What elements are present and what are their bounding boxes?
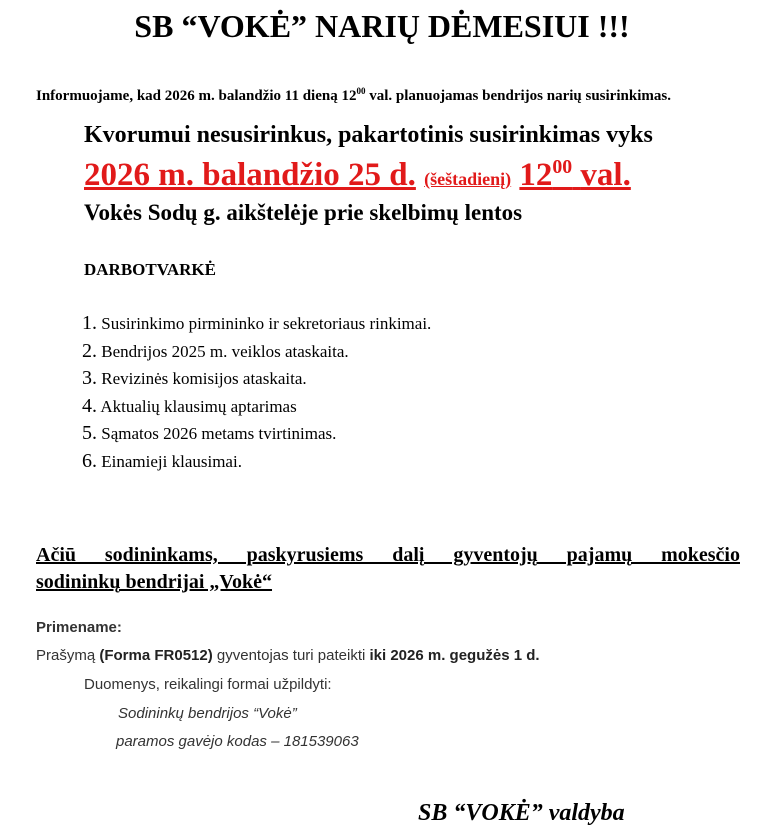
agenda-title: DARBOTVARKĖ	[84, 260, 216, 279]
reminder-organization: Sodininkų bendrijos “Vokė”	[118, 705, 297, 722]
reminder-deadline: iki 2026 m. gegužės 1 d.	[369, 647, 540, 664]
agenda-item	[82, 310, 431, 338]
thanks-heading	[36, 542, 740, 596]
repeat-place: Vokės Sodų g. aikštelėje prie skelbimų lentos	[84, 200, 523, 225]
agenda-list	[82, 310, 431, 475]
agenda-item-number: 1.	[82, 312, 97, 334]
agenda-item	[82, 420, 431, 448]
reminder-code: paramos gavėjo kodas – 181539063	[116, 733, 359, 750]
agenda-item	[82, 393, 431, 421]
agenda-item-number: 3.	[82, 367, 97, 389]
repeat-date-line	[84, 156, 631, 194]
reminder-request-middle: gyventojas turi pateikti	[212, 647, 370, 664]
reminder-request	[36, 647, 540, 664]
repeat-hour-unit: val.	[580, 157, 631, 193]
reminder-data-needed: Duomenys, reikalingi formai užpildyti:	[84, 676, 332, 693]
repeat-hour: 12	[519, 157, 553, 193]
agenda-item	[82, 338, 431, 366]
agenda-item-text: Aktualių klausimų aptarimas	[100, 396, 297, 416]
repeat-intro: Kvorumui nesusirinkus, pakartotinis susirinkimas vyks	[84, 122, 653, 148]
reminder-title: Primename:	[36, 619, 122, 636]
agenda-item-text: Sąmatos 2026 metams tvirtinimas.	[101, 424, 337, 443]
info-paragraph	[36, 82, 736, 105]
agenda-item	[82, 365, 431, 393]
agenda-item-number: 2.	[82, 339, 97, 362]
thanks-line-2: sodininkų bendrijai „Vokė“	[36, 571, 273, 593]
repeat-date: 2026 m. balandžio 25 d.	[84, 157, 416, 193]
page-title: SB “VOKĖ” NARIŲ DĖMESIUI !!!	[134, 8, 630, 44]
agenda-item	[82, 448, 431, 476]
repeat-weekday: (šeštadienį)	[424, 169, 512, 189]
agenda-item-number: 5.	[82, 422, 97, 444]
agenda-item-text: Bendrijos 2025 m. veiklos ataskaita.	[101, 341, 349, 361]
info-text-start: Informuojame, kad 2026 m. balandžio 11 dieną 12	[36, 88, 357, 104]
agenda-item-text: Einamieji klausimai.	[101, 451, 242, 471]
info-time-sup: 00	[356, 86, 366, 96]
reminder-request-start: Prašymą	[36, 647, 100, 664]
info-text-end: val. planuojamas bendrijos narių susirinkimas.	[365, 88, 671, 104]
agenda-item-text: Susirinkimo pirmininko ir sekretoriaus rinkimai.	[101, 314, 432, 333]
agenda-item-text: Revizinės komisijos ataskaita.	[101, 369, 307, 388]
repeat-hour-sup: 00	[552, 156, 573, 178]
signature: SB “VOKĖ” valdyba	[418, 800, 625, 826]
agenda-item-number: 4.	[82, 394, 97, 417]
repeat-hour-group	[519, 157, 630, 193]
thanks-line-1: Ačiū sodininkams, paskyrusiems dalį gyventojų pajamų mokesčio	[36, 544, 740, 566]
reminder-form: (Forma FR0512)	[99, 647, 213, 664]
agenda-item-number: 6.	[82, 449, 97, 472]
